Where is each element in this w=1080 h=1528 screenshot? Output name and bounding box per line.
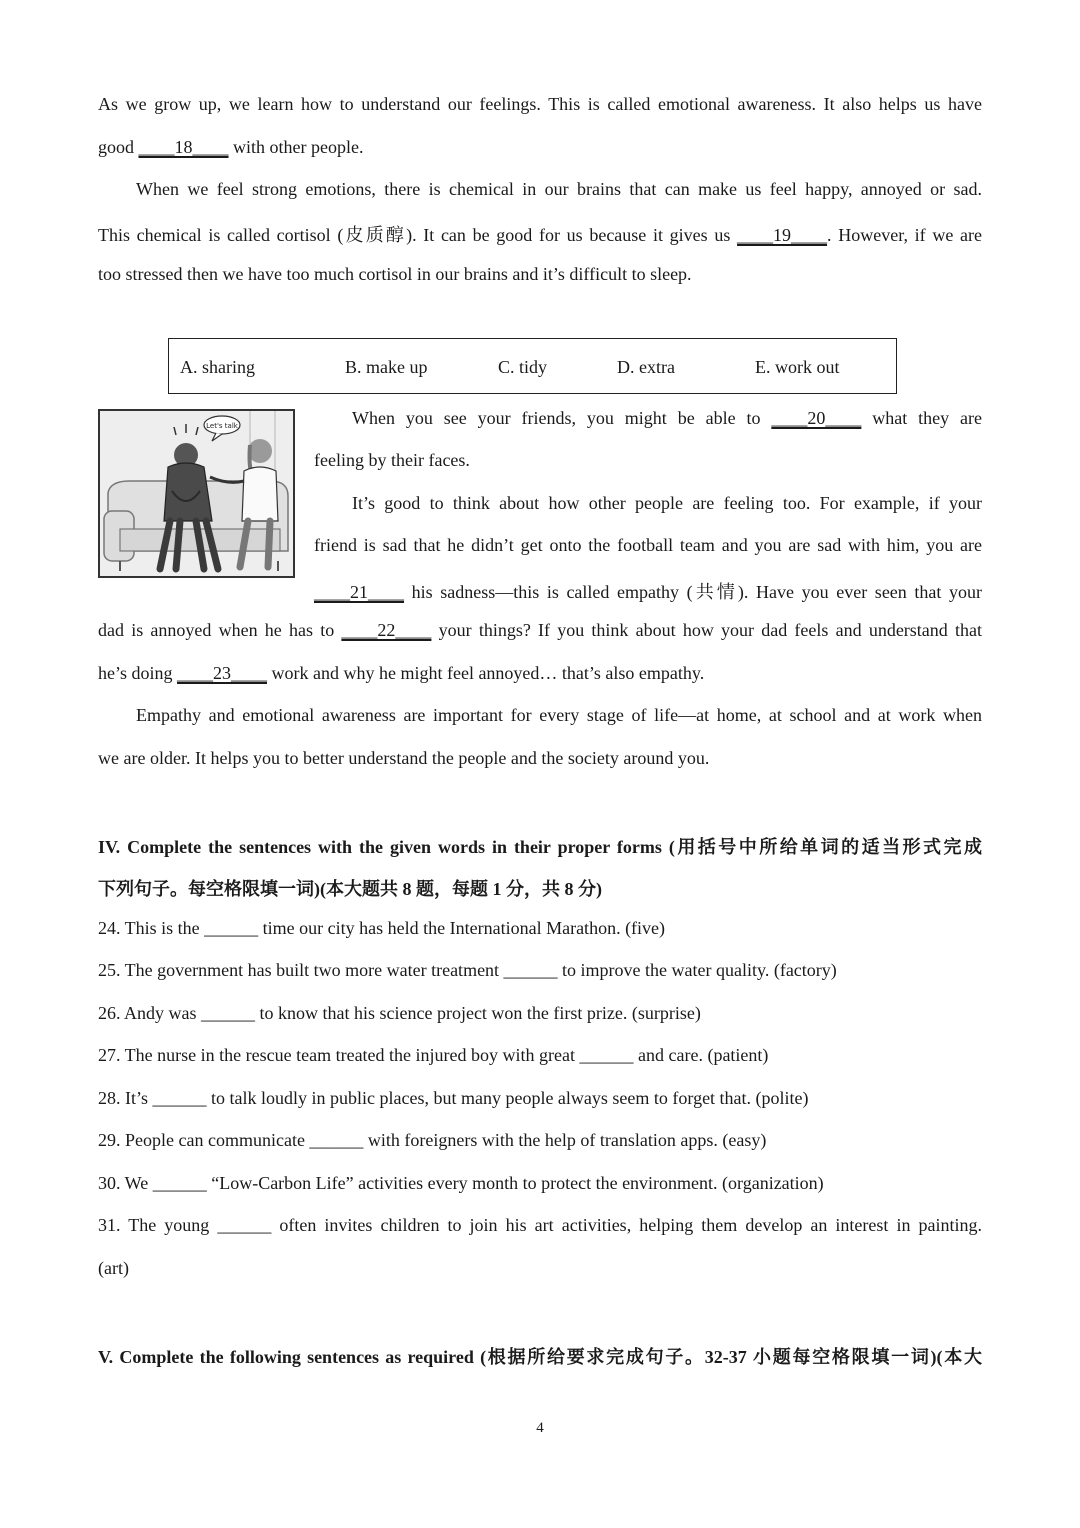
section-4-heading: IV. Complete the sentences with the given words in their proper forms (用括号中所给单词的适当形式完成 xyxy=(98,837,982,857)
passage-line: This chemical is called cortisol (皮质醇). It can be good for us because it gives us ____19____. However, if we are xyxy=(98,225,982,245)
blank-23[interactable]: ____23____ xyxy=(177,663,267,683)
passage-line: It’s good to think about how other people are feeling too. For example, if your xyxy=(352,493,982,513)
passage-line: When we feel strong emotions, there is chemical in our brains that can make us feel happy, annoyed or sad. xyxy=(136,179,982,199)
section-4-heading-cont: 下列句子。每空格限填一词)(本大题共 8 题，每题 1 分，共 8 分) xyxy=(98,879,602,899)
question-31-cont: (art) xyxy=(98,1258,129,1278)
passage-line: he’s doing ____23____ work and why he might feel annoyed… that’s also empathy. xyxy=(98,663,705,683)
passage-line: friend is sad that he didn’t get onto the football team and you are sad with him, you are xyxy=(314,535,982,555)
illustration-image xyxy=(98,409,295,578)
passage-line: When you see your friends, you might be able to ____20____ what they are xyxy=(352,408,982,428)
option-e: E. work out xyxy=(755,357,840,377)
section-5-heading: V. Complete the following sentences as required (根据所给要求完成句子。32-37 小题每空格限填一词)(本大 xyxy=(98,1347,982,1367)
blank-19[interactable]: ____19____ xyxy=(737,225,828,245)
question-24: 24. This is the ______ time our city has held the International Marathon. (five) xyxy=(98,918,666,938)
question-25: 25. The government has built two more water treatment ______ to improve the water quality. (factory) xyxy=(98,960,837,980)
question-28: 28. It’s ______ to talk loudly in public places, but many people always seem to forget that. (polite) xyxy=(98,1088,809,1108)
couple-on-sofa-illustration xyxy=(100,411,293,576)
passage-line: As we grow up, we learn how to understand our feelings. This is called emotional awareness. It also helps us have xyxy=(98,94,982,114)
blank-18[interactable]: ____18____ xyxy=(138,137,229,157)
option-c: C. tidy xyxy=(498,357,548,377)
option-d: D. extra xyxy=(617,357,675,377)
passage-line: feeling by their faces. xyxy=(314,450,470,470)
question-27: 27. The nurse in the rescue team treated the injured boy with great ______ and care. (patient) xyxy=(98,1045,769,1065)
blank-22[interactable]: ____22____ xyxy=(341,620,432,640)
question-26: 26. Andy was ______ to know that his science project won the first prize. (surprise) xyxy=(98,1003,701,1023)
blank-20[interactable]: ____20____ xyxy=(771,408,862,428)
passage-line: too stressed then we have too much cortisol in our brains and it’s difficult to sleep. xyxy=(98,264,692,284)
passage-line: we are older. It helps you to better understand the people and the society around you. xyxy=(98,748,710,768)
passage-line: ____21____ his sadness—this is called empathy (共情). Have you ever seen that your xyxy=(314,582,982,602)
passage-line: good ____18____ with other people. xyxy=(98,137,364,157)
blank-21[interactable]: ____21____ xyxy=(314,582,404,602)
passage-line: Empathy and emotional awareness are important for every stage of life—at home, at school and at work when xyxy=(136,705,982,725)
speech-bubble-text: Let's talk xyxy=(206,422,238,430)
option-b: B. make up xyxy=(345,357,428,377)
question-31: 31. The young ______ often invites children to join his art activities, helping them develop an interest in painting. xyxy=(98,1215,982,1235)
passage-line: dad is annoyed when he has to ____22____ your things? If you think about how your dad feels and understand that xyxy=(98,620,982,640)
question-30: 30. We ______ “Low-Carbon Life” activities every month to protect the environment. (organization) xyxy=(98,1173,824,1193)
page-number: 4 xyxy=(536,1420,544,1436)
option-a: A. sharing xyxy=(180,357,255,377)
question-29: 29. People can communicate ______ with foreigners with the help of translation apps. (easy) xyxy=(98,1130,767,1150)
